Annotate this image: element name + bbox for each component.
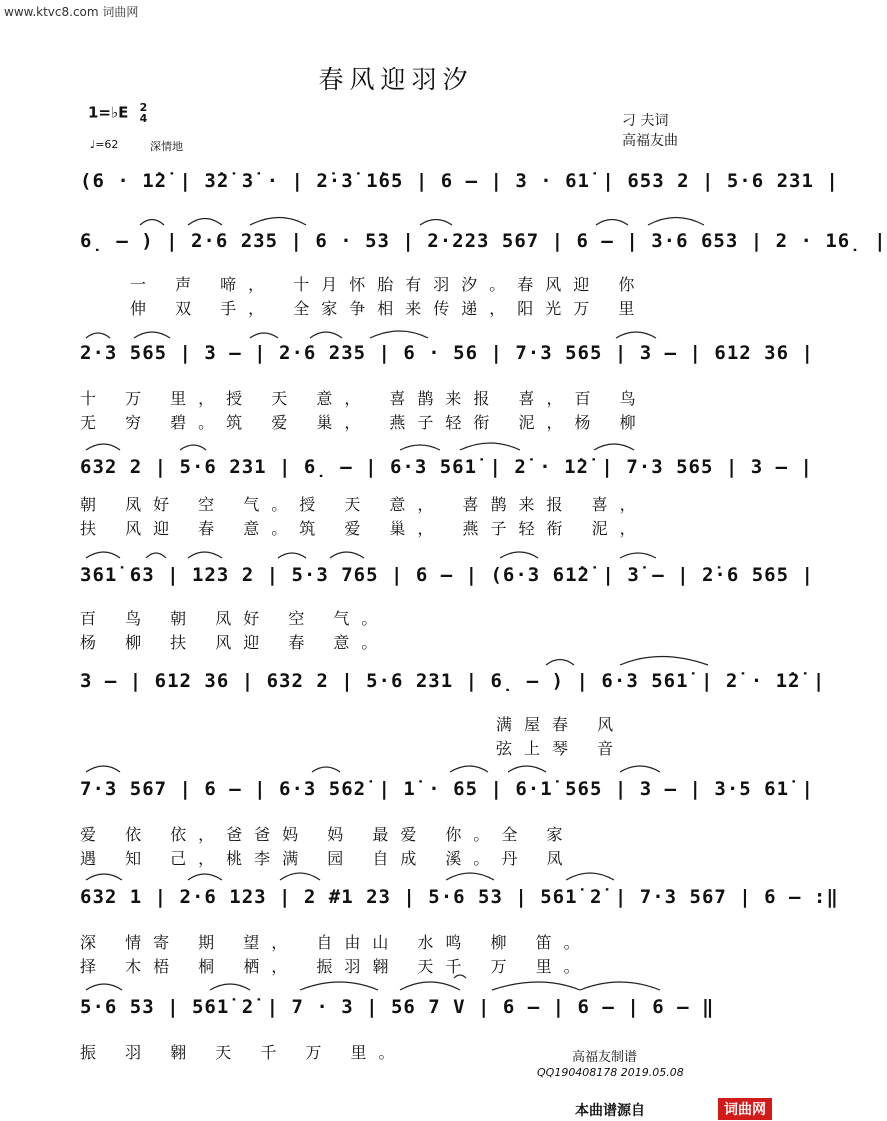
- lyric-line-4b: 扶 风迎 春 意。筑 爱 巢， 燕子轻衔 泥，: [80, 519, 648, 538]
- score-line-4: 632 2 | 5·6 231 | 6̣ – | 6·3 561̇ | 2̇ · 1̇2̇ | 7·3 565 | 3 – |: [80, 456, 813, 478]
- lyric-line-3b: 无 穷 碧。筑 爱 巢， 燕子轻衔 泥，杨 柳: [80, 413, 648, 432]
- contact-date: QQ190408178 2019.05.08: [537, 1066, 684, 1079]
- score-line-2: 6̣ – ) | 2·6 235 | 6 · 53 | 2·223 567 | 6 – | 3·6 653 | 2 · 16̣ |: [80, 230, 887, 252]
- key-label: 1=♭E: [88, 103, 129, 122]
- lyric-line-5a: 百 鸟 朝 凤好 空 气。: [80, 609, 390, 628]
- lyricist-credit: 刁 夫词: [622, 113, 669, 129]
- score-line-3: 2·3 565 | 3 – | 2·6 235 | 6 · 56 | 7·3 565 | 3 – | 612 36 |: [80, 342, 814, 364]
- brand-badge: 词曲网: [718, 1098, 772, 1120]
- lyric-line-4a: 朝 凤好 空 气。授 天 意， 喜鹊来报 喜，: [80, 495, 648, 514]
- lyric-line-6a: 满屋春 风: [496, 715, 626, 734]
- tempo-mark: ♩=62: [90, 138, 119, 151]
- score-line-5: 361̇ 63 | 123 2 | 5·3 765 | 6 – | (6·3 61̇2̇ | 3̇ – | 2̇·6 565 |: [80, 564, 814, 586]
- lyric-line-5b: 杨 柳 扶 风迎 春 意。: [80, 633, 390, 652]
- lyric-line-8b: 择 木梧 桐 栖， 振羽翱 天千 万 里。: [80, 957, 592, 976]
- song-title: 春风迎羽汐: [318, 65, 474, 94]
- expression-mark: 深情地: [150, 140, 183, 153]
- time-top: 2: [139, 101, 148, 114]
- score-line-6: 3 – | 612 36 | 632 2 | 5·6 231 | 6̣ – ) | 6·3 561̇ | 2̇ · 1̇2̇ |: [80, 670, 826, 692]
- score-line-8: 632 1 | 2·6 123 | 2 #1 23 | 5·6 53 | 561̇ 2̇ | 7·3 567 | 6 – :‖: [80, 886, 839, 908]
- composer-credit: 高福友曲: [622, 133, 678, 149]
- site-watermark: www.ktvc8.com 词曲网: [4, 5, 139, 19]
- source-label: 本曲谱源自: [575, 1103, 645, 1119]
- lyric-line-8a: 深 情寄 期 望， 自由山 水鸣 柳 笛。: [80, 933, 592, 952]
- score-line-7: 7·3 567 | 6 – | 6·3 562̇ | 1̇ · 65 | 6·1̇ 565 | 3 – | 3·5 61̇ |: [80, 778, 814, 800]
- lyric-line-2a: 一 声 啼， 十月怀胎有羽汐。春风迎 你: [130, 275, 647, 294]
- lyric-line-7a: 爱 依 依，爸爸妈 妈 最爱 你。全 家: [80, 825, 575, 844]
- lyric-line-2b: 伸 双 手， 全家争相来传递，阳光万 里: [130, 299, 647, 318]
- time-bottom: 4: [139, 112, 148, 125]
- score-line-9: 5·6 53 | 561̇ 2̇ | 7 · 3 | 56 7 V | 6 – | 6 – | 6 – ‖: [80, 996, 715, 1018]
- lyric-line-3a: 十 万 里，授 天 意， 喜鹊来报 喜，百 鸟: [80, 389, 648, 408]
- lyric-line-9a: 振 羽 翱 天 千 万 里。: [80, 1043, 407, 1062]
- lyric-line-6b: 弦上琴 音: [496, 739, 626, 758]
- lyric-line-7b: 遇 知 己，桃李满 园 自成 溪。丹 凤: [80, 849, 575, 868]
- score-line-1: (6 · 1̇2̇ | 3̇2̇ 3̇ · | 2̇·3̇ 1̇65 | 6 – | 3 · 61̇ | 653 2 | 5·6 231 |: [80, 170, 839, 192]
- score-maker: 高福友制谱: [572, 1050, 638, 1065]
